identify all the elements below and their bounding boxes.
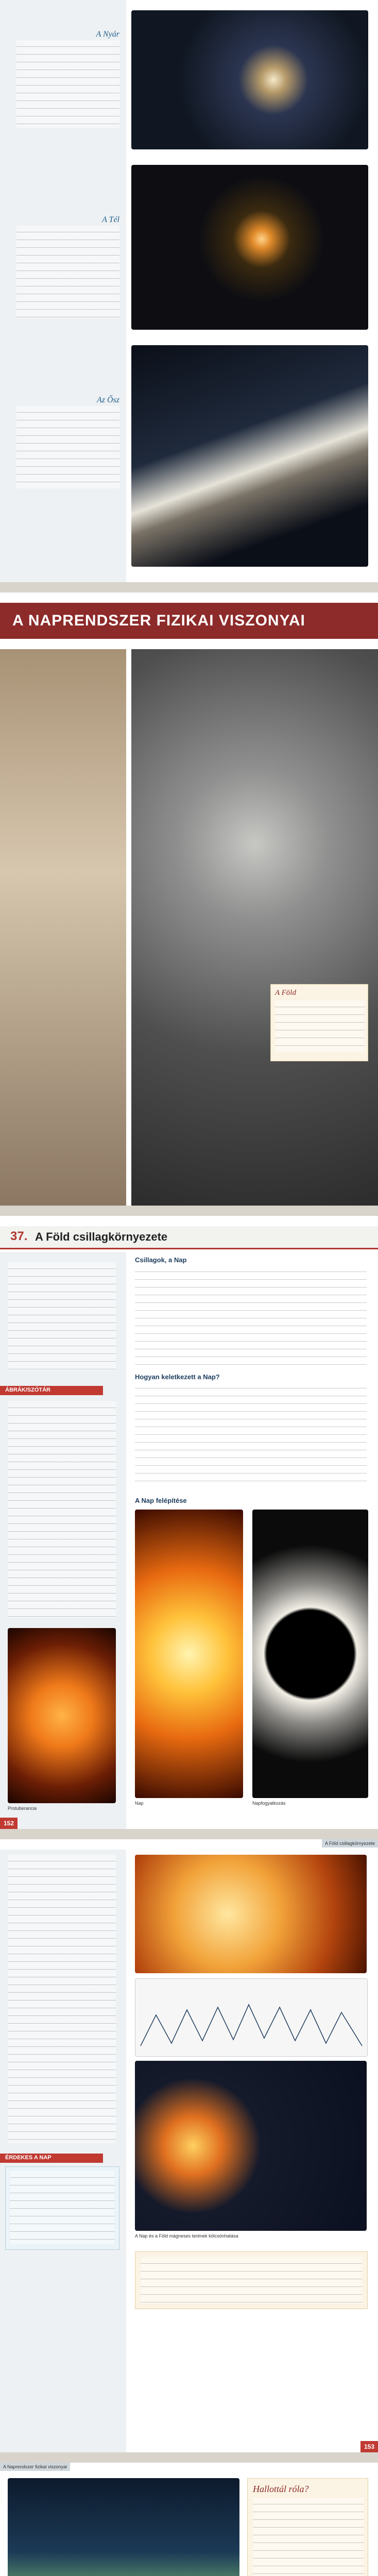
moon-surface-photo [131,649,378,1206]
intro-text [8,1262,116,1370]
info-box-3 [11,392,125,494]
text-lines [16,406,119,488]
info-box-1-title: A Nyár [96,30,119,39]
chapter-header [0,1226,378,1249]
galaxy-photo [131,10,368,149]
text-lines [275,1001,365,1052]
chapter-title: A Föld csillagkörnyezete [35,1230,168,1243]
figure-caption: A Nap és a Föld mágneses terének kölcsönhatása [135,2233,238,2239]
page-5 [0,2463,378,2576]
sun-photo [135,1510,243,1798]
running-head: A Föld csillagkörnyezete [322,1839,378,1848]
left-text [8,1401,116,1618]
info-box [135,2251,368,2309]
black-hole-photo [131,165,368,330]
left-tag: ÉRDEKES A NAP [0,2154,103,2163]
box-title: Hallottál róla? [253,2484,309,2494]
body-text-2 [135,1382,367,1485]
info-box-2 [11,211,125,324]
chapter-number: 37. [10,1229,28,1243]
note-text [10,2171,115,2244]
canyon-photo [0,649,126,1206]
info-box-2-title: A Tél [102,215,119,224]
comet-photo [8,2478,239,2576]
eclipse-photo [252,1510,368,1798]
page-1 [0,0,378,582]
box-text [253,2498,364,2576]
info-box-1 [11,26,125,133]
note-box [5,2166,119,2250]
left-text [8,1855,116,2143]
running-head: A Naprendszer fizikai viszonyai [0,2463,70,2471]
page-4 [0,1839,378,2452]
section-title: A NAPRENDSZER FIZIKAI VISZONYAI [0,603,378,639]
sunspot-photo [135,1855,367,1973]
caption-1: Protuberancia [8,1806,37,1811]
caption-2: Nap [135,1801,144,1806]
page-number: 152 [0,1818,18,1829]
info-text [141,2257,362,2303]
left-tag: ÁBRÁK/SZÓTÁR [0,1386,103,1395]
meteor-photo [131,345,368,567]
protuberance-photo [8,1628,116,1803]
sunspot-wave [135,1979,367,2056]
subheading-2: Hogyan keletkezett a Nap? [135,1373,220,1381]
info-box [270,984,368,1061]
page-3 [0,1216,378,1829]
text-lines [16,40,119,128]
subheading-3: A Nap felépítése [135,1497,187,1504]
body-text-1 [135,1265,367,1368]
did-you-hear-box [247,2478,368,2576]
page-2 [0,592,378,1206]
info-box-3-title: Az Ősz [96,396,119,404]
sunspot-chart [135,1978,368,2057]
magnetosphere-figure [135,2061,367,2231]
subheading-1: Csillagok, a Nap [135,1256,187,1264]
page-number: 153 [360,2441,378,2452]
info-box-title: A Föld [275,989,296,997]
text-lines [16,226,119,318]
caption-3: Napfogyatkozás [252,1801,286,1806]
